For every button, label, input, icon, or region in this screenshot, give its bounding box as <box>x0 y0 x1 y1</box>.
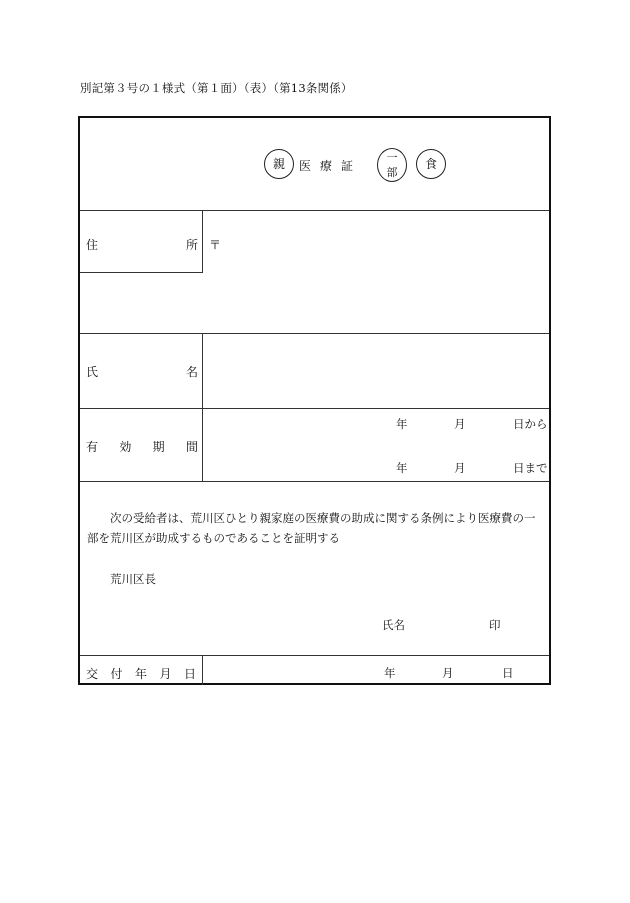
address-label-right: 所 <box>185 238 198 252</box>
issue-date-year: 年 <box>384 666 396 680</box>
form-title: 医療証 <box>299 159 363 173</box>
divider-certification <box>80 655 549 656</box>
address-label-box-bottom <box>80 272 203 273</box>
validity-to-day: 日まで <box>513 461 548 475</box>
issue-date-label <box>86 665 196 682</box>
validity-from-day: 日から <box>513 417 548 431</box>
name-label <box>86 363 198 380</box>
validity-from-year: 年 <box>396 417 408 431</box>
divider-name <box>80 408 549 409</box>
partial-circle <box>377 148 407 182</box>
issue-label-char-4: 月 <box>159 667 172 681</box>
single-parent-circle: 親 <box>264 149 294 179</box>
certification-section <box>80 481 549 655</box>
validity-label <box>86 438 198 455</box>
issue-label-char-1: 交 <box>86 667 99 681</box>
validity-label-char-2: 効 <box>119 440 132 454</box>
issue-label-divider <box>202 655 203 685</box>
issue-date-month: 月 <box>442 666 454 680</box>
issue-label-char-3: 年 <box>134 667 147 681</box>
signature-label: 氏名 <box>382 618 405 632</box>
partial-circle-bottom: 部 <box>386 166 398 179</box>
address-label-divider <box>202 210 203 272</box>
partial-circle-top: 一 <box>386 151 398 164</box>
seal-label: 印 <box>489 618 501 632</box>
divider-header <box>80 210 549 211</box>
validity-to-month: 月 <box>454 461 466 475</box>
issue-date-day: 日 <box>502 666 514 680</box>
name-field[interactable] <box>206 337 546 404</box>
validity-label-char-3: 期 <box>152 440 165 454</box>
meal-circle: 食 <box>416 149 446 179</box>
postal-code-mark: 〒 <box>209 238 222 252</box>
certificate-form <box>78 116 551 685</box>
address-field[interactable] <box>220 214 548 329</box>
validity-from-month: 月 <box>454 417 466 431</box>
name-label-left: 氏 <box>86 365 99 379</box>
name-label-divider <box>202 333 203 481</box>
issuer-name: 荒川区長 <box>110 572 156 586</box>
address-label <box>86 236 198 253</box>
issue-label-char-5: 日 <box>183 667 196 681</box>
issue-label-char-2: 付 <box>110 667 123 681</box>
validity-label-char-1: 有 <box>86 440 99 454</box>
validity-to-year: 年 <box>396 461 408 475</box>
validity-label-char-4: 間 <box>185 440 198 454</box>
name-label-right: 名 <box>185 365 198 379</box>
address-label-left: 住 <box>86 238 99 252</box>
divider-address <box>80 333 549 334</box>
form-caption: 別記第３号の１様式（第１面）（表）（第13条関係） <box>80 81 353 95</box>
certification-text: 次の受給者は、荒川区ひとり親家庭の医療費の助成に関する条例により医療費の一部を荒川区が助成するものであることを証明する <box>87 511 536 545</box>
